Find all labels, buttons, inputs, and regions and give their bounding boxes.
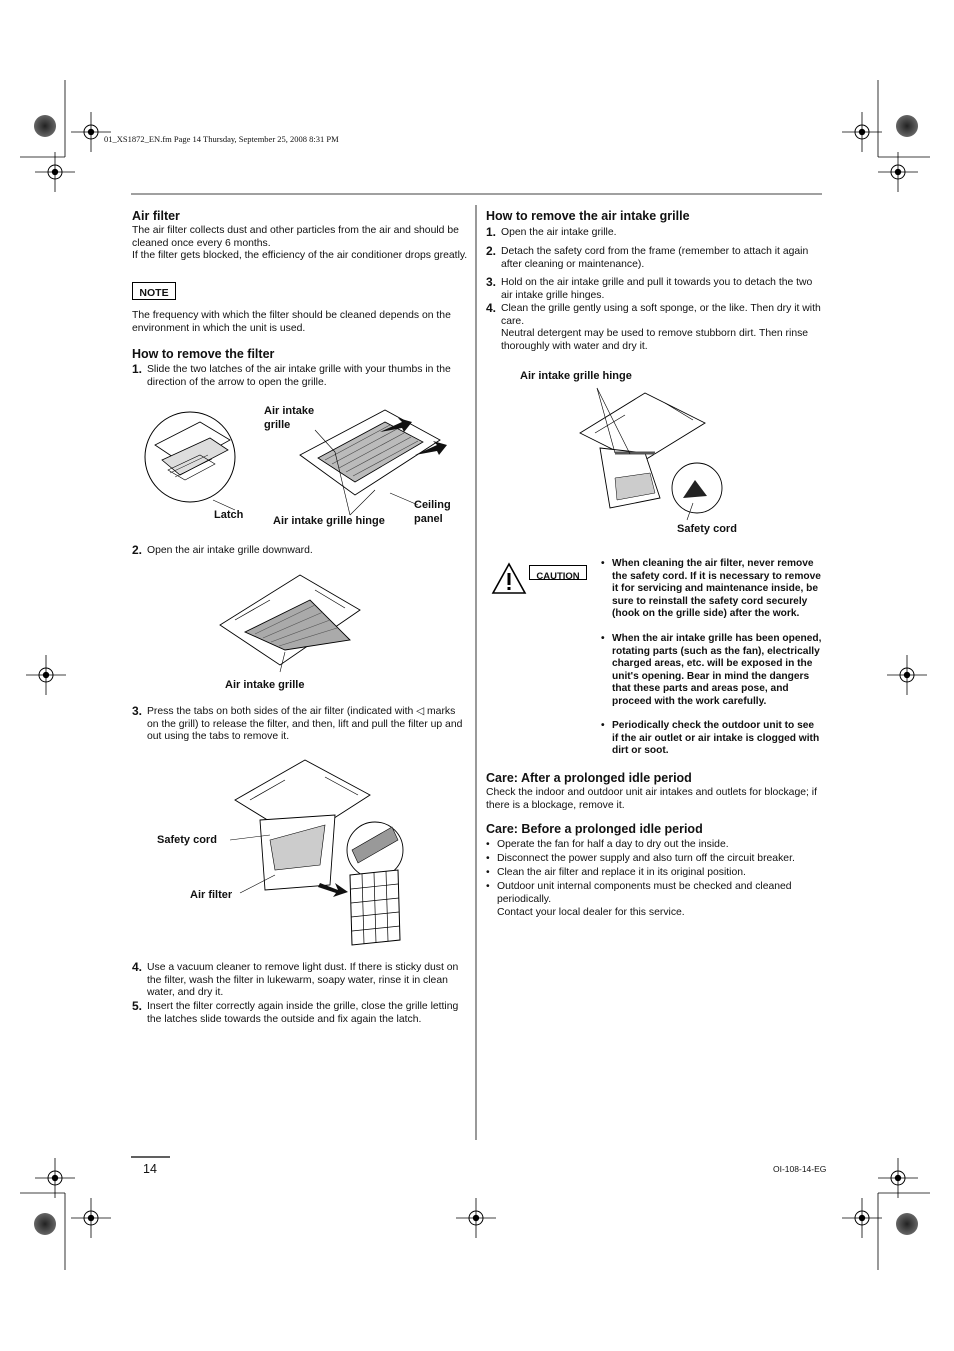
care-before-item-1: • Operate the fan for half a day to dry out the inside. <box>486 838 822 851</box>
remove-filter-title: How to remove the filter <box>132 347 275 361</box>
step-number: 5. <box>132 999 143 1013</box>
care-text: Operate the fan for half a day to dry out the inside. <box>497 839 729 850</box>
caution-text: Periodically check the outdoor unit to see if the air outlet or air intake is clogged with dirt or soot. <box>612 720 820 756</box>
step-text: Use a vacuum cleaner to remove light dust. If there is sticky dust on the filter, wash the filter in lukewarm, soapy water, rinse it in clean water, and dry it. <box>147 962 459 999</box>
air-filter-p1: The air filter collects dust and other particles from the air and should be cleaned once every 6 months. <box>132 225 459 249</box>
label-air-filter: Air filter <box>190 889 233 901</box>
care-idle-title: Care: After a prolonged idle period <box>486 771 692 785</box>
step-number: 1. <box>132 362 143 376</box>
print-header: 01_XS1872_EN.fm Page 14 Thursday, September 25, 2008 8:31 PM <box>104 134 339 144</box>
label-grille-hinge: Air intake grille hinge <box>520 370 632 382</box>
step-number: 1. <box>486 225 497 239</box>
air-filter-p2: If the filter gets blocked, the efficiency of the air conditioner drops greatly. <box>132 250 468 261</box>
figure-filter-removal <box>220 755 420 955</box>
step-number: 2. <box>132 543 143 557</box>
remove-filter-step-5 <box>132 1001 468 1026</box>
label-safety-cord-2: Safety cord <box>677 523 737 535</box>
caution-text: When cleaning the air filter, never remove the safety cord. If it is necessary to remove it for servicing and maintenance inside, be sure to reinstall the safety cord securely (hook on the grille side) after the work. <box>612 558 821 619</box>
label-safety-cord: Safety cord <box>157 834 217 846</box>
step-4-extra: Neutral detergent may be used to remove stubborn dirt. Then rinse thoroughly with water and dry it. <box>501 328 809 352</box>
care-text: Clean the air filter and replace it in its original position. <box>497 867 746 878</box>
step-text: Clean the grille gently using a soft sponge, or the like. Then dry it with care. <box>501 303 821 327</box>
caution-item-1: • When cleaning the air filter, never remove the safety cord. If it is necessary to remove it for servicing and maintenance inside, be sure to reinstall the safety cord securely (hook on the grille side) after the work. <box>601 558 823 621</box>
step-text: Hold on the air intake grille and pull it towards you to detach the two air intake grille hinges. <box>501 277 813 301</box>
step-text: Slide the two latches of the air intake grille with your thumbs in the direction of the arrow to open the grille. <box>147 364 451 388</box>
label-air-intake-grille-hinge: Air intake grille hinge <box>273 515 385 527</box>
figure-grille-open <box>215 570 365 680</box>
care-before-item-2: • Disconnect the power supply and also turn off the circuit breaker. <box>486 852 822 865</box>
care-before-title: Care: Before a prolonged idle period <box>486 822 703 836</box>
remove-grille-step-3 <box>486 277 822 302</box>
care-idle-text: Check the indoor and outdoor unit air intakes and outlets for blockage; if there is a blockage, remove it. <box>486 787 817 811</box>
step-text: Detach the safety cord from the frame (remember to attach it again after cleaning or maintenance). <box>501 246 809 270</box>
remove-filter-step-4 <box>132 962 468 1000</box>
figure-grille-hinge <box>575 388 745 518</box>
caution-box <box>529 565 587 580</box>
note-label: NOTE <box>139 287 169 299</box>
step-number: 2. <box>486 244 497 258</box>
care-text: Outdoor unit internal components must be checked and cleaned periodically. <box>497 881 792 905</box>
label-air-intake-grille-2: Air intake grille <box>225 679 305 691</box>
step-number: 4. <box>132 960 143 974</box>
remove-grille-step-1 <box>486 227 822 240</box>
caution-item-2: • When the air intake grille has been opened, rotating parts (such as the fan), electrically charged areas, etc. will be exposed in the unit's opening. Bear in mind the dangers that these parts and areas pose, and proceed with the work carefully. <box>601 633 822 707</box>
remove-grille-step-2 <box>486 246 822 271</box>
remove-filter-step-2 <box>132 545 468 558</box>
page-number: 14 <box>143 1162 157 1176</box>
remove-grille-title: How to remove the air intake grille <box>486 209 690 223</box>
care-before-item-4: • Outdoor unit internal components must be checked and cleaned periodically. Contact your local dealer for this service. <box>486 880 822 919</box>
step-text: Press the tabs on both sides of the air filter (indicated with ◁ marks on the grill) to release the filter, and then, lift and pull the filter up and out using the tabs to remove it. <box>147 706 463 743</box>
remove-filter-step-3 <box>132 706 468 744</box>
air-filter-title: Air filter <box>132 209 180 223</box>
step-number: 3. <box>486 275 497 289</box>
care-before-item-3: • Clean the air filter and replace it in its original position. <box>486 866 822 879</box>
label-ceiling-panel: Ceiling panel <box>414 499 451 525</box>
caution-label: CAUTION <box>536 571 580 582</box>
care-text: Disconnect the power supply and also turn off the circuit breaker. <box>497 853 795 864</box>
step-text: Open the air intake grille. <box>501 227 617 238</box>
note-box <box>132 282 176 300</box>
step-text: Open the air intake grille downward. <box>147 545 313 556</box>
caution-item-3: • Periodically check the outdoor unit to see if the air outlet or air intake is clogged with dirt or soot. <box>601 720 823 758</box>
step-text: Insert the filter correctly again inside the grille, close the grille letting the latches slide towards the outside and fix again the latch. <box>147 1001 459 1025</box>
warning-icon <box>491 562 527 596</box>
step-number: 4. <box>486 301 497 315</box>
label-air-intake-grille: Air intake grille <box>264 405 315 431</box>
remove-grille-step-4 <box>486 303 822 353</box>
doc-code: OI-108-14-EG <box>773 1164 827 1174</box>
care-contact: Contact your local dealer for this service. <box>497 907 685 918</box>
caution-text: When the air intake grille has been opened, rotating parts (such as the fan), electrically charged areas, etc. will be exposed in the unit's opening. Bear in mind the dangers that these parts and areas pose, and proceed with the work carefully. <box>612 633 822 707</box>
label-latch: Latch <box>214 509 244 521</box>
remove-filter-step-1 <box>132 364 468 389</box>
step-number: 3. <box>132 704 143 718</box>
note-text: The frequency with which the filter should be cleaned depends on the environment in which the unit is used. <box>132 310 451 334</box>
